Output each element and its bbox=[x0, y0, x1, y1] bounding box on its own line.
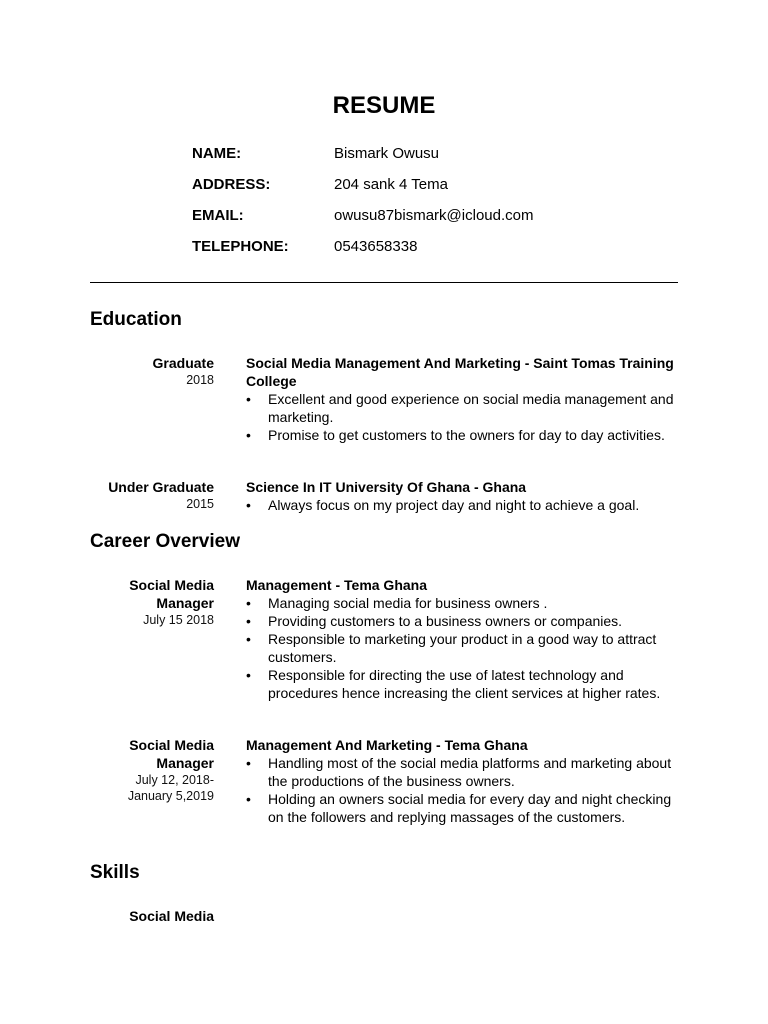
contact-value: Bismark Owusu bbox=[334, 145, 440, 162]
bullet-item: • Responsible to marketing your product in a good way to attract customers. bbox=[246, 630, 680, 666]
bullet-item: • Excellent and good experience on social media management and marketing. bbox=[246, 390, 680, 426]
contact-row-email bbox=[192, 207, 533, 238]
bullet-item: • Promise to get customers to the owners for day to day activities. bbox=[246, 426, 680, 444]
bullet-item: • Managing social media for business owners . bbox=[246, 594, 680, 612]
bullet-item: • Handling most of the social media platforms and marketing about the productions of the business owners. bbox=[246, 754, 680, 790]
entry-role: Social Media bbox=[129, 908, 214, 924]
entry-date: July 12, 2018- January 5,2019 bbox=[127, 773, 214, 803]
divider bbox=[90, 282, 678, 283]
entry-heading: Management - Tema Ghana bbox=[246, 577, 428, 593]
contact-label: TELEPHONE: bbox=[192, 238, 289, 255]
entry-role: Graduate bbox=[152, 355, 214, 371]
entry-role: Under Graduate bbox=[108, 479, 214, 495]
contact-value: 204 sank 4 Tema bbox=[334, 176, 448, 193]
contact-row-name bbox=[192, 145, 533, 176]
bullet-item: • Responsible for directing the use of latest technology and procedures hence increasing the client services at higher rates. bbox=[246, 666, 680, 702]
contact-label: NAME: bbox=[192, 145, 242, 162]
resume-title: RESUME bbox=[332, 92, 436, 119]
contact-value: 0543658338 bbox=[334, 238, 418, 255]
entry-date: 2018 bbox=[186, 373, 214, 387]
entry-date: 2015 bbox=[186, 497, 214, 511]
bullet-item: • Always focus on my project day and night to achieve a goal. bbox=[246, 496, 680, 514]
contact-info bbox=[192, 145, 533, 269]
entry-heading: Social Media Management And Marketing - Saint Tomas Training College bbox=[246, 355, 674, 389]
entry-heading: Management And Marketing - Tema Ghana bbox=[246, 737, 528, 753]
contact-row-address bbox=[192, 176, 533, 207]
contact-row-telephone bbox=[192, 238, 533, 269]
entry-heading: Science In IT University Of Ghana - Ghana bbox=[246, 479, 527, 495]
entry-role: Social Media Manager bbox=[129, 577, 214, 611]
entry-role: Social Media Manager bbox=[129, 737, 214, 771]
contact-value: owusu87bismark@icloud.com bbox=[334, 207, 534, 224]
entry-date: July 15 2018 bbox=[143, 613, 214, 627]
bullet-item: • Holding an owners social media for every day and night checking on the followers and replying massages of the customers. bbox=[246, 790, 680, 826]
section-career: Career Overview bbox=[90, 531, 240, 552]
bullet-item: • Providing customers to a business owners or companies. bbox=[246, 612, 680, 630]
section-education: Education bbox=[90, 309, 182, 330]
section-skills: Skills bbox=[90, 862, 140, 883]
contact-label: EMAIL: bbox=[192, 207, 244, 224]
contact-label: ADDRESS: bbox=[192, 176, 271, 193]
